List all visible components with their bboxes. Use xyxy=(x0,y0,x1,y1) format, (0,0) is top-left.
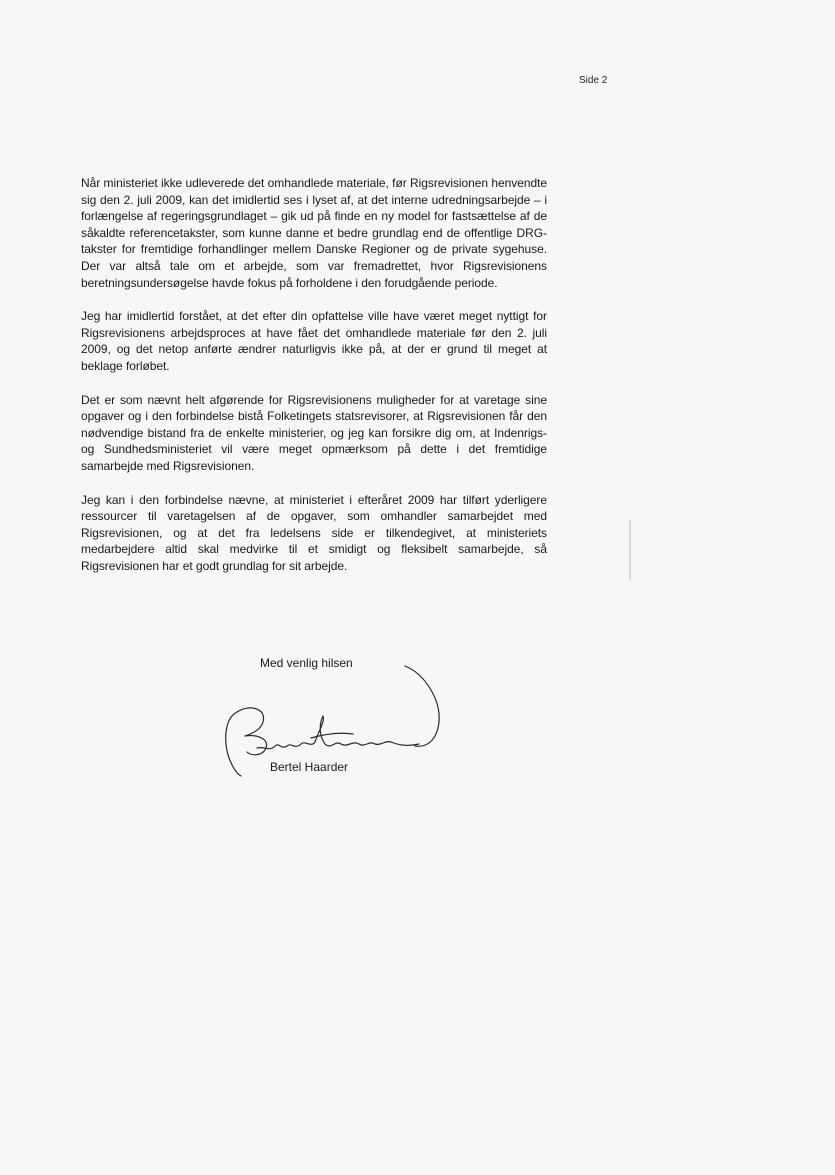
paragraph-2 xyxy=(81,308,547,374)
scan-artifact-line xyxy=(629,520,631,580)
closing-salutation: Med venlig hilsen xyxy=(260,656,353,670)
paragraph-text: Det er som nævnt helt afgørende for Rigsrevisionens muligheder for at varetage sine opgaver og i den forbindelse bistå Folketingets statsrevisorer, at Rigsrevisionen får den nødvendige bistand fra de enkelte ministerier, og jeg kan forsikre dig om, at Indenrigs- og Sundhedsministeriet vil være meget opmærksom på dette i det fremtidige samarbejde med Rigsrevisionen. xyxy=(81,392,547,473)
letter-body xyxy=(81,175,547,591)
paragraph-text: Jeg kan i den forbindelse nævne, at ministeriet i efteråret 2009 har tilført yderligere ressourcer til varetagelsen af de opgaver, som omhandler samarbejdet med Rigsrevisionen, og at det fra ledelsens side er tilkendegivet, at ministeriets medarbejdere altid skal medvirke til et smidigt og fleksibelt samarbejde, så Rigsrevisionen har et godt grundlag for sit arbejde. xyxy=(81,492,547,573)
paragraph-4 xyxy=(81,492,547,575)
signer-name: Bertel Haarder xyxy=(270,760,349,774)
page-number: Side 2 xyxy=(579,75,608,86)
paragraph-text: Når ministeriet ikke udleverede det omhandlede materiale, før Rigsrevisionen henvendte sig den 2. juli 2009, kan det imidlertid ses i lyset af, at det interne udredningsarbejde – i forlængelse af regeringsgrundlaget – gik ud på finde en ny model for fastsættelse af de såkaldte referencetakster, som kunne danne et bedre grundlag end de offentlige DRG-takster for fremtidige forhandlinger mellem Danske Regioner og de private sygehuse. Der var altså tale om et arbejde, som var fremadrettet, hvor Rigsrevisionens beretningsundersøgelse havde fokus på forholdene i den forudgående periode. xyxy=(81,176,547,290)
paragraph-text: Jeg har imidlertid forstået, at det efter din opfattelse ville have været meget nyttigt for Rigsrevisionens arbejdsproces at have fået det omhandlede materiale før den 2. juli 2009, og det netop anførte ændrer naturligvis ikke på, at der er grund til meget at beklage forløbet. xyxy=(81,309,547,373)
paragraph-3 xyxy=(81,392,547,475)
paragraph-1 xyxy=(81,175,547,291)
